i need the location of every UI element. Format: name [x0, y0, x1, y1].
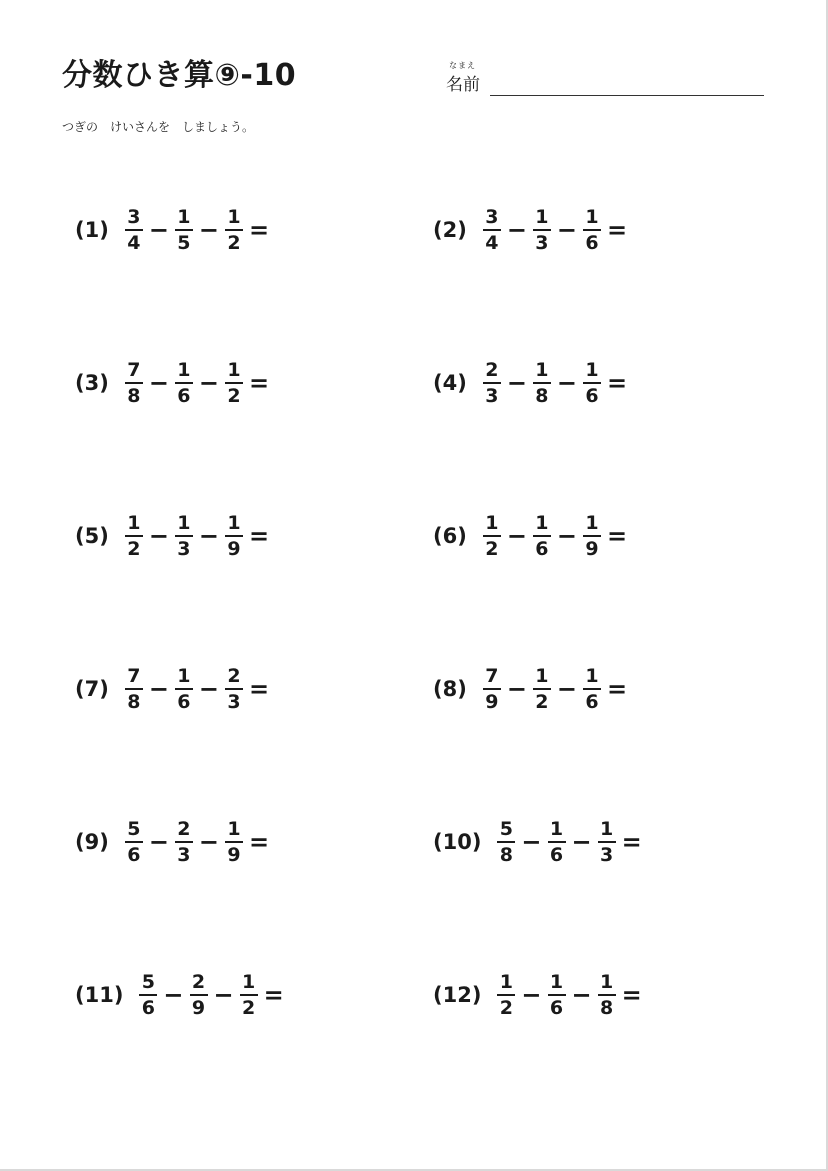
denominator: 9 — [585, 537, 599, 560]
minus-sign: − — [198, 675, 220, 703]
equals-sign: = — [607, 369, 628, 397]
numerator: 1 — [127, 511, 141, 534]
numerator: 1 — [535, 205, 549, 228]
fraction — [125, 511, 143, 560]
equals-sign: = — [249, 675, 270, 703]
minus-sign: − — [198, 216, 220, 244]
numerator: 1 — [549, 970, 564, 993]
denominator: 3 — [485, 384, 499, 407]
minus-sign: − — [571, 828, 592, 856]
problem-number: (10) — [433, 830, 482, 854]
denominator: 2 — [499, 996, 514, 1019]
denominator: 4 — [485, 231, 499, 254]
problem-8 — [433, 659, 633, 719]
problem-11 — [75, 965, 290, 1025]
minus-sign: − — [521, 981, 542, 1009]
problem-number: (12) — [433, 983, 482, 1007]
denominator: 2 — [127, 537, 141, 560]
fraction — [175, 511, 193, 560]
fraction — [483, 511, 501, 560]
problem-9 — [75, 812, 275, 872]
fraction — [533, 205, 551, 254]
fraction — [240, 970, 258, 1019]
denominator: 8 — [127, 690, 141, 713]
minus-sign: − — [198, 522, 220, 550]
problem-number: (6) — [433, 524, 467, 548]
fraction — [583, 358, 601, 407]
equals-sign: = — [607, 675, 628, 703]
problem-1 — [75, 200, 275, 260]
numerator: 1 — [177, 358, 191, 381]
minus-sign: − — [556, 522, 578, 550]
problem-number: (4) — [433, 371, 467, 395]
denominator: 6 — [177, 690, 191, 713]
minus-sign: − — [148, 216, 169, 244]
numerator: 5 — [127, 817, 141, 840]
problem-number: (8) — [433, 677, 467, 701]
denominator: 5 — [177, 231, 191, 254]
denominator: 8 — [600, 996, 614, 1019]
numerator: 2 — [177, 817, 191, 840]
numerator: 3 — [485, 205, 499, 228]
denominator: 6 — [585, 690, 599, 713]
problem-number: (9) — [75, 830, 109, 854]
fraction — [583, 511, 601, 560]
problem-number: (3) — [75, 371, 109, 395]
denominator: 2 — [485, 537, 499, 560]
numerator: 1 — [227, 511, 241, 534]
fraction — [225, 664, 243, 713]
numerator: 1 — [585, 664, 599, 687]
minus-sign: − — [198, 369, 220, 397]
denominator: 3 — [535, 231, 549, 254]
denominator: 2 — [227, 231, 241, 254]
fraction — [125, 664, 143, 713]
numerator: 2 — [191, 970, 206, 993]
minus-sign: − — [506, 522, 527, 550]
fraction — [598, 817, 616, 866]
denominator: 8 — [499, 843, 514, 866]
fraction — [175, 358, 193, 407]
minus-sign: − — [148, 369, 169, 397]
equals-sign: = — [607, 216, 628, 244]
numerator: 7 — [485, 664, 499, 687]
numerator: 1 — [177, 664, 191, 687]
problem-6 — [433, 506, 633, 566]
denominator: 8 — [127, 384, 141, 407]
fraction — [225, 817, 243, 866]
denominator: 2 — [227, 384, 241, 407]
fraction — [548, 817, 566, 866]
denominator: 9 — [227, 537, 241, 560]
problem-number: (11) — [75, 983, 124, 1007]
problem-12 — [433, 965, 648, 1025]
problem-number: (2) — [433, 218, 467, 242]
equals-sign: = — [249, 216, 270, 244]
fraction — [483, 664, 501, 713]
numerator: 1 — [177, 511, 191, 534]
minus-sign: − — [556, 369, 578, 397]
denominator: 2 — [535, 690, 549, 713]
fraction — [125, 358, 143, 407]
minus-sign: − — [213, 981, 234, 1009]
fraction — [483, 205, 501, 254]
numerator: 1 — [499, 970, 514, 993]
minus-sign: − — [148, 522, 169, 550]
denominator: 6 — [141, 996, 156, 1019]
instruction-text: つぎの けいさんを しましょう。 — [62, 120, 255, 134]
denominator: 6 — [585, 231, 599, 254]
minus-sign: − — [148, 828, 169, 856]
numerator: 1 — [177, 205, 191, 228]
fraction — [175, 205, 193, 254]
denominator: 6 — [549, 843, 564, 866]
fraction — [533, 511, 551, 560]
denominator: 3 — [600, 843, 614, 866]
equals-sign: = — [249, 369, 270, 397]
denominator: 6 — [127, 843, 141, 866]
problem-number: (5) — [75, 524, 109, 548]
denominator: 6 — [177, 384, 191, 407]
denominator: 4 — [127, 231, 141, 254]
name-ruby: なまえ — [449, 61, 476, 70]
minus-sign: − — [506, 675, 527, 703]
denominator: 8 — [535, 384, 549, 407]
minus-sign: − — [148, 675, 169, 703]
problem-4 — [433, 353, 633, 413]
numerator: 1 — [535, 664, 549, 687]
denominator: 9 — [227, 843, 241, 866]
numerator: 1 — [549, 817, 564, 840]
fraction — [598, 970, 616, 1019]
numerator: 1 — [600, 817, 614, 840]
numerator: 1 — [535, 511, 549, 534]
numerator: 7 — [127, 664, 141, 687]
fraction — [225, 358, 243, 407]
numerator: 1 — [585, 205, 599, 228]
fraction — [225, 511, 243, 560]
numerator: 5 — [499, 817, 514, 840]
fraction — [533, 664, 551, 713]
fraction — [533, 358, 551, 407]
denominator: 3 — [227, 690, 241, 713]
equals-sign: = — [263, 981, 284, 1009]
problem-7 — [75, 659, 275, 719]
fraction — [583, 205, 601, 254]
numerator: 1 — [535, 358, 549, 381]
numerator: 1 — [485, 511, 499, 534]
minus-sign: − — [571, 981, 592, 1009]
denominator: 3 — [177, 843, 191, 866]
numerator: 1 — [585, 358, 599, 381]
problem-10 — [433, 812, 648, 872]
denominator: 6 — [585, 384, 599, 407]
fraction — [125, 817, 143, 866]
fraction — [139, 970, 157, 1019]
minus-sign: − — [506, 216, 527, 244]
page-title: 分数ひき算⑨-10 — [62, 58, 297, 93]
fraction — [583, 664, 601, 713]
minus-sign: − — [163, 981, 184, 1009]
minus-sign: − — [521, 828, 542, 856]
numerator: 1 — [227, 205, 241, 228]
denominator: 9 — [485, 690, 499, 713]
denominator: 6 — [549, 996, 564, 1019]
numerator: 2 — [485, 358, 499, 381]
problem-number: (7) — [75, 677, 109, 701]
problem-2 — [433, 200, 633, 260]
numerator: 1 — [242, 970, 256, 993]
numerator: 1 — [227, 358, 241, 381]
equals-sign: = — [249, 522, 270, 550]
equals-sign: = — [621, 828, 642, 856]
minus-sign: − — [556, 216, 578, 244]
problem-number: (1) — [75, 218, 109, 242]
problem-3 — [75, 353, 275, 413]
fraction — [190, 970, 208, 1019]
equals-sign: = — [621, 981, 642, 1009]
fraction — [225, 205, 243, 254]
fraction — [497, 970, 515, 1019]
fraction — [483, 358, 501, 407]
fraction — [125, 205, 143, 254]
denominator: 6 — [535, 537, 549, 560]
equals-sign: = — [607, 522, 628, 550]
denominator: 2 — [242, 996, 256, 1019]
numerator: 3 — [127, 205, 141, 228]
denominator: 3 — [177, 537, 191, 560]
fraction — [175, 664, 193, 713]
minus-sign: − — [198, 828, 220, 856]
minus-sign: − — [556, 675, 578, 703]
name-write-line[interactable] — [490, 95, 764, 96]
fraction — [497, 817, 515, 866]
minus-sign: − — [506, 369, 527, 397]
denominator: 9 — [191, 996, 206, 1019]
name-label: 名前 — [446, 75, 480, 95]
numerator: 1 — [600, 970, 614, 993]
fraction — [175, 817, 193, 866]
numerator: 1 — [585, 511, 599, 534]
equals-sign: = — [249, 828, 270, 856]
name-block — [446, 60, 766, 96]
fraction — [548, 970, 566, 1019]
numerator: 5 — [141, 970, 156, 993]
numerator: 2 — [227, 664, 241, 687]
problem-5 — [75, 506, 275, 566]
numerator: 7 — [127, 358, 141, 381]
numerator: 1 — [227, 817, 241, 840]
